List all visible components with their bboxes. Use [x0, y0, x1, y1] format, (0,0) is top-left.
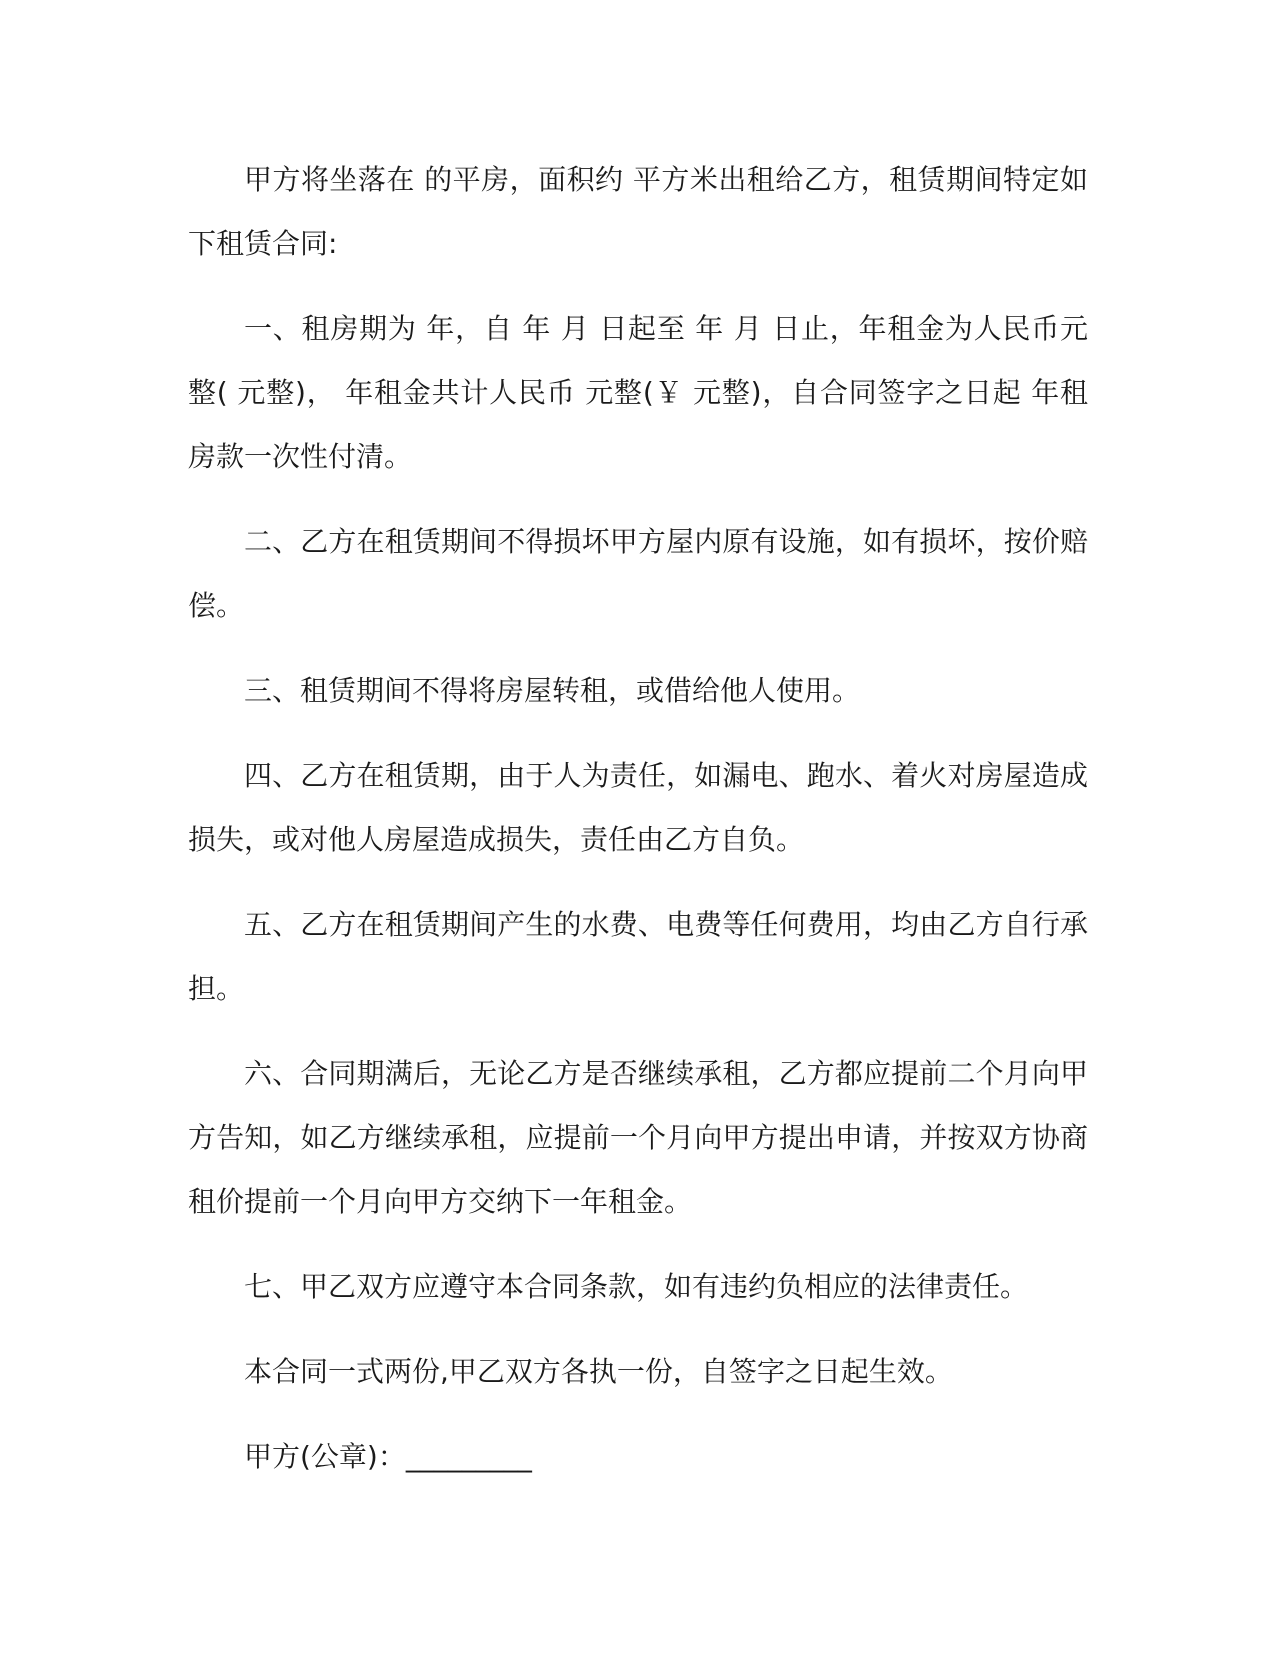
contract-body: [188, 148, 1088, 1489]
clause-6: 六、合同期满后，无论乙方是否继续承租，乙方都应提前二个月向甲方告知，如乙方继续承租，应提前一个月向甲方提出申请，并按双方协商租价提前一个月向甲方交纳下一年租金。: [188, 1057, 1088, 1218]
clause-1: 一、租房期为 年，自 年 月 日起至 年 月 日止，年租金为人民币元整( 元整)， 年租金共计人民币 元整(￥ 元整)，自合同签字之日起 年租房款一次性付清。: [188, 312, 1088, 473]
party-a-signature-line: 甲方(公章)：_________: [244, 1440, 532, 1473]
effective-statement: 本合同一式两份,甲乙双方各执一份，自签字之日起生效。: [244, 1355, 953, 1388]
clause-2: 二、乙方在租赁期间不得损坏甲方屋内原有设施，如有损坏，按价赔偿。: [188, 525, 1088, 622]
paragraph-intro: 甲方将坐落在 的平房，面积约 平方米出租给乙方，租赁期间特定如下租赁合同:: [188, 163, 1088, 260]
clause-7: 七、甲乙双方应遵守本合同条款，如有违约负相应的法律责任。: [244, 1270, 1029, 1303]
clause-4: 四、乙方在租赁期，由于人为责任，如漏电、跑水、着火对房屋造成损失，或对他人房屋造成损失，责任由乙方自负。: [188, 759, 1088, 856]
clause-5: 五、乙方在租赁期间产生的水费、电费等任何费用，均由乙方自行承担。: [188, 908, 1088, 1005]
clause-3: 三、租赁期间不得将房屋转租，或借给他人使用。: [244, 674, 861, 707]
